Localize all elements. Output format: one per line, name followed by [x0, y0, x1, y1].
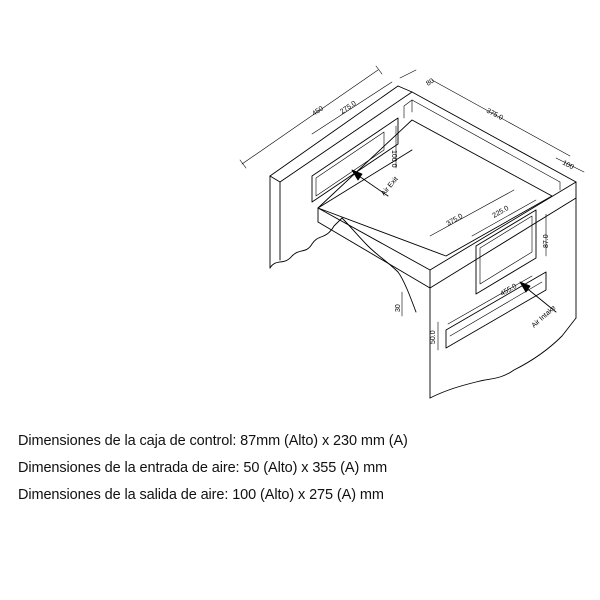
- dim-label-225: 225.0: [491, 204, 511, 220]
- callout-air-intake: [520, 282, 557, 329]
- air-intake-opening: [446, 272, 546, 348]
- dimensions-list: [18, 428, 408, 509]
- dim-label-100-exit: 100.0: [390, 150, 397, 168]
- dim-label-87: 87.0: [543, 234, 550, 248]
- callout-air-exit: [352, 170, 400, 197]
- dim-label-375-top: 375.0: [485, 107, 504, 122]
- dim-label-450: 450: [311, 105, 325, 118]
- dim-label-375-inner: 375.0: [445, 212, 465, 228]
- break-lines: [270, 218, 576, 398]
- air-exit-dimensions: Dimensiones de la salida de aire: 100 (Alto) x 275 (A) mm: [18, 487, 384, 503]
- air-exit-label: Air Exit: [380, 175, 400, 198]
- dim-label-455: 455.0: [499, 282, 519, 298]
- control-box-opening: [476, 210, 536, 294]
- inner-opening: [318, 100, 560, 256]
- dim-label-275: 275.0: [339, 100, 358, 116]
- air-intake-label: Air Intake: [530, 304, 558, 330]
- air-intake-dimensions: Dimensiones de la entrada de aire: 50 (Alto) x 355 (A) mm: [18, 460, 388, 476]
- dim-label-80: 80: [425, 77, 436, 88]
- control-box-dimensions: Dimensiones de la caja de control: 87mm (Alto) x 230 mm (A): [18, 433, 408, 449]
- dim-label-50: 50.0: [430, 330, 437, 344]
- box-outline: [270, 86, 576, 398]
- dim-label-30: 30: [395, 304, 402, 312]
- dim-label-100-right: 100: [561, 159, 575, 172]
